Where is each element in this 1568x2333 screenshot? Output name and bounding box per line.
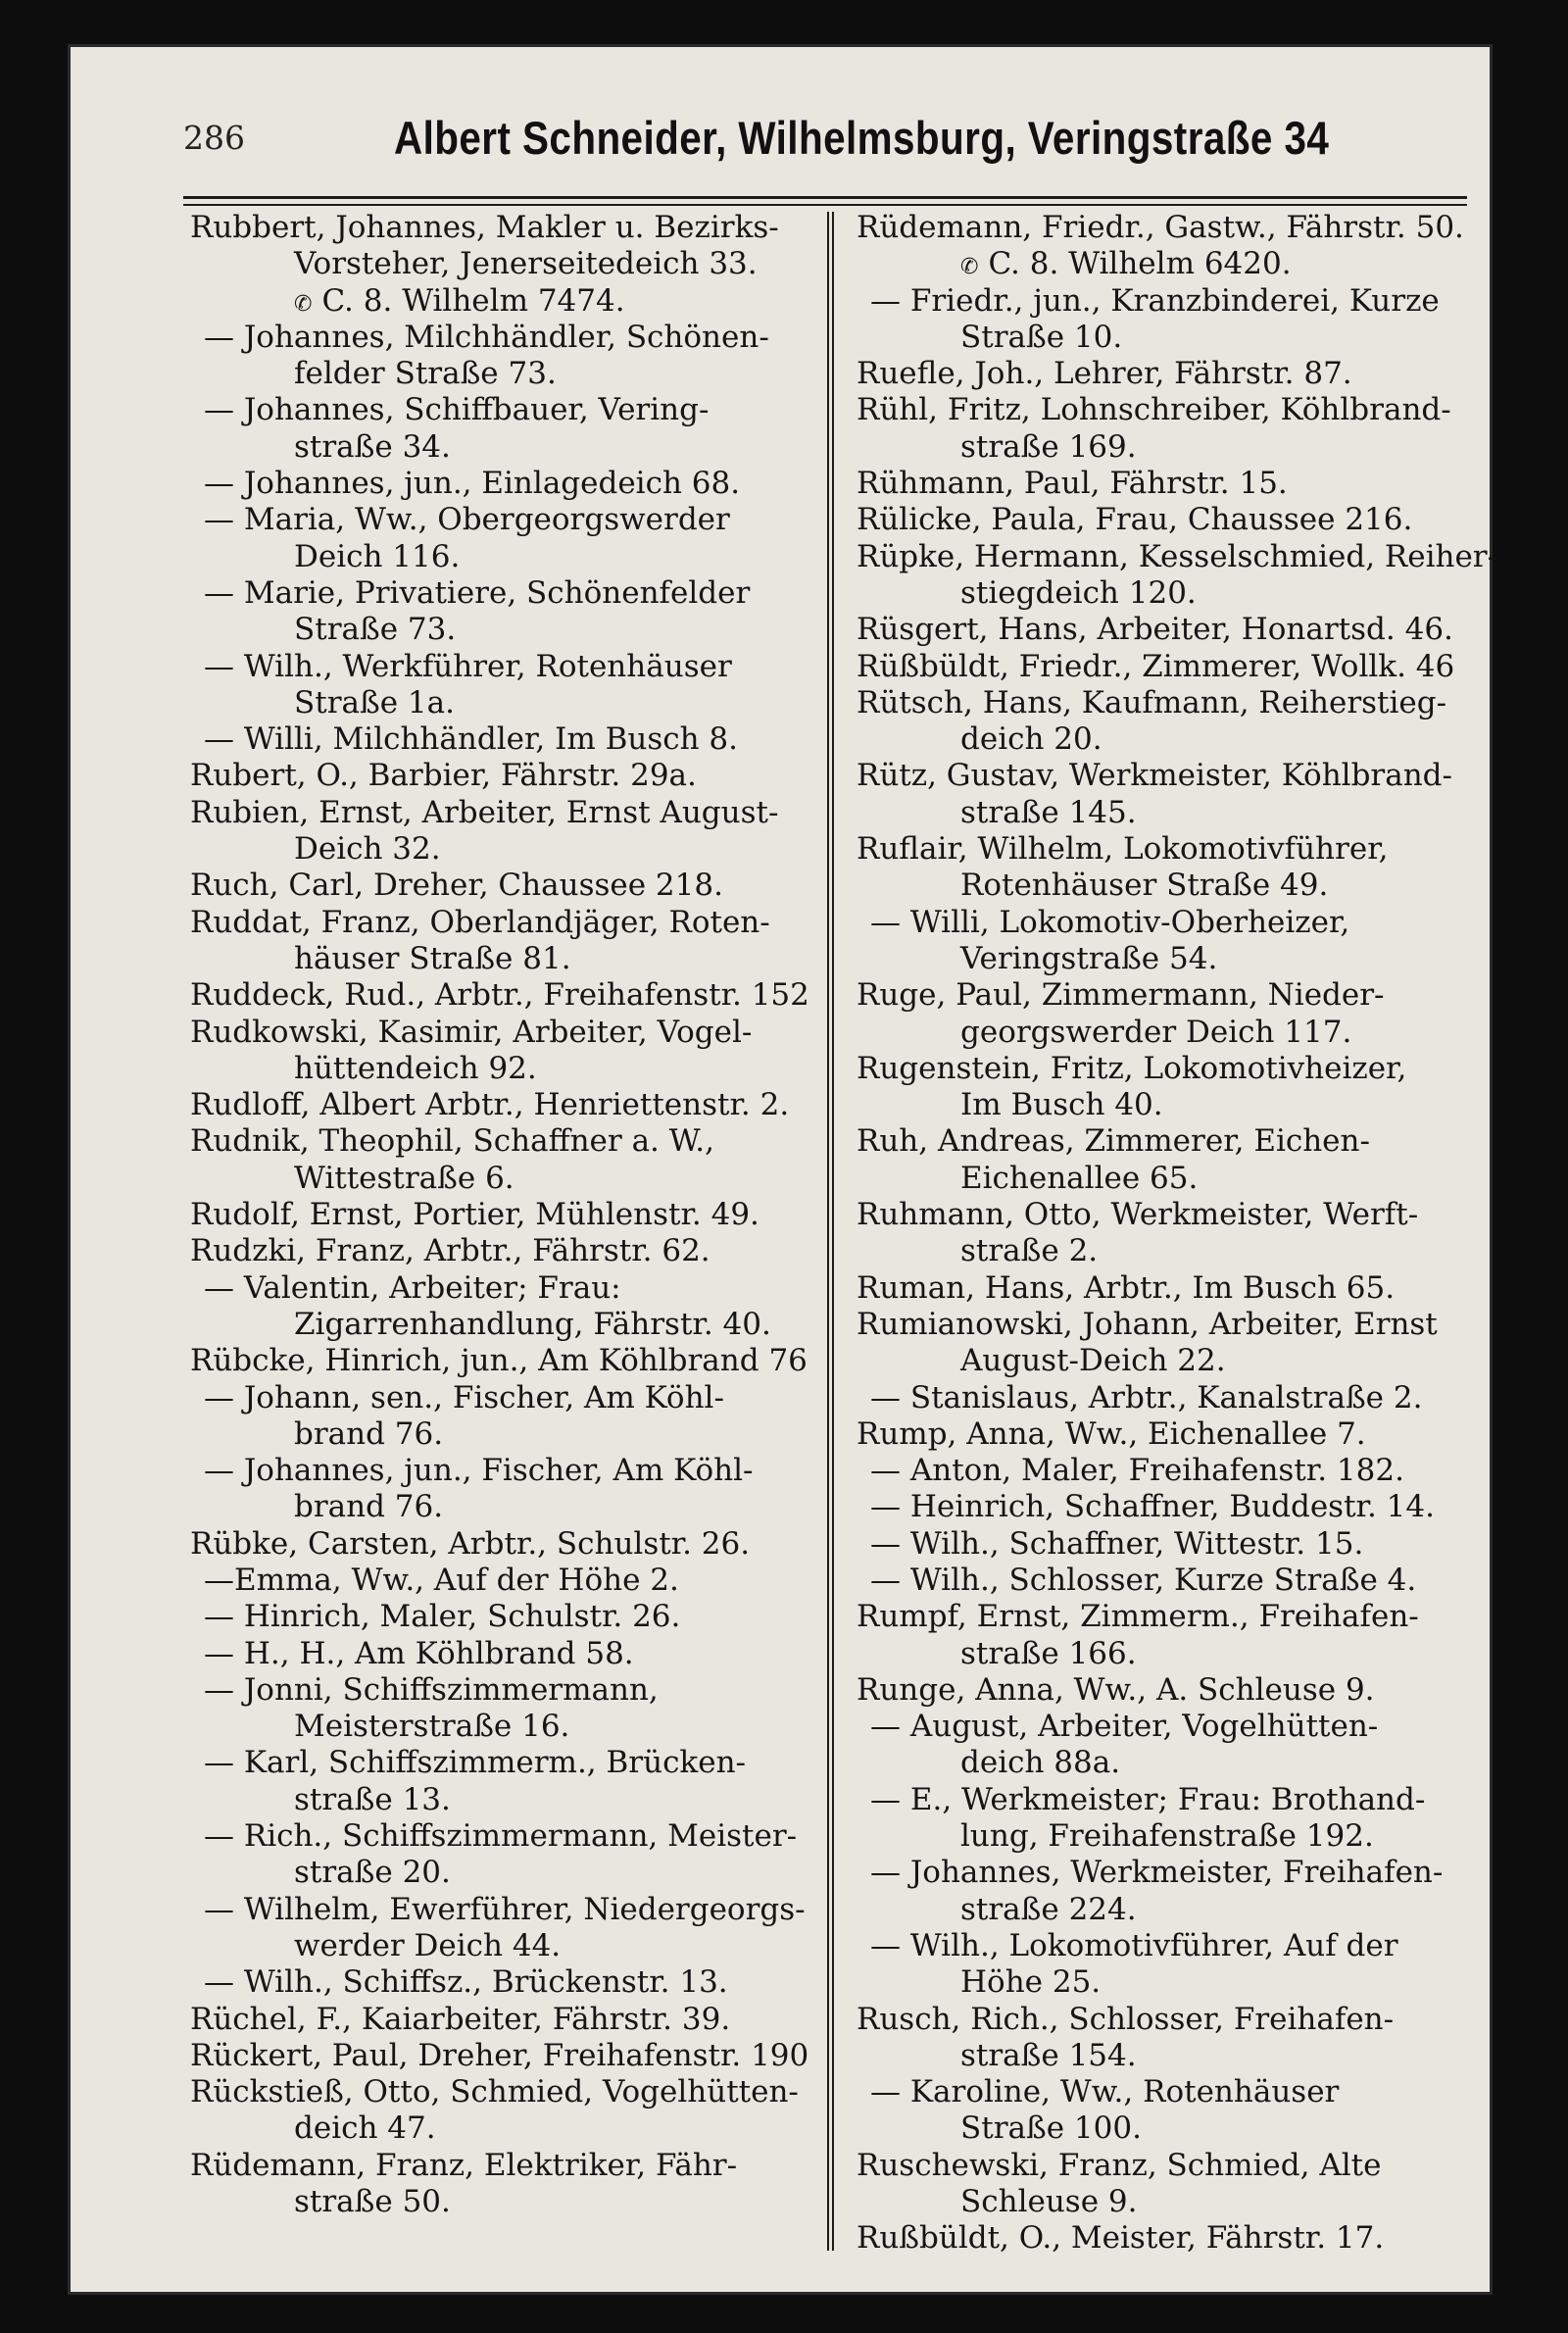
directory-entry-line [190, 1123, 817, 1160]
entry-text: Ruflair, Wilhelm, Lokomotivführer, [857, 831, 1389, 868]
entry-text: Rubbert, Johannes, Makler u. Bezirks- [190, 210, 779, 245]
entry-continuation-line [857, 1892, 1484, 1928]
directory-entry-line [857, 356, 1484, 392]
entry-text: — Stanislaus, Arbtr., Kanalstraße 2. [870, 1379, 1423, 1415]
entry-text: Wittestraße 6. [294, 1160, 514, 1196]
directory-entry-line [857, 2148, 1484, 2184]
directory-entry-line [857, 758, 1484, 794]
entry-continuation-line [857, 941, 1484, 977]
header-rule-thick [183, 196, 1467, 199]
entry-text: häuser Straße 81. [294, 940, 571, 976]
entry-text: Höhe 25. [960, 1964, 1102, 2001]
entry-continuation-line [857, 795, 1484, 831]
directory-entry-line [190, 1087, 817, 1123]
directory-entry-line [190, 1818, 817, 1855]
directory-entry-line [190, 2038, 817, 2074]
entry-text: brand 76. [294, 1415, 444, 1452]
left-column [190, 210, 817, 2220]
entry-text: — Johann, sen., Fischer, Am Köhl- [204, 1379, 724, 1415]
entry-text: — Karoline, Ww., Rotenhäuser [870, 2074, 1340, 2110]
directory-entry-line [190, 2002, 817, 2038]
entry-continuation-line [190, 1161, 817, 1197]
entry-text: — Willi, Milchhändler, Im Busch 8. [204, 721, 738, 758]
entry-continuation-line [190, 685, 817, 721]
entry-text: — E., Werkmeister; Frau: Brothand- [870, 1781, 1426, 1817]
directory-entry-line [857, 1123, 1484, 1160]
entry-text: Rudzki, Franz, Arbtr., Fährstr. 62. [190, 1233, 710, 1269]
directory-entry-line [190, 320, 817, 356]
entry-text: Rüpke, Hermann, Kesselschmied, Reiher- [857, 538, 1498, 574]
directory-page [71, 47, 1498, 2292]
entry-continuation-line [857, 1343, 1484, 1379]
entry-text: Runge, Anna, Ww., A. Schleuse 9. [857, 1671, 1375, 1708]
entry-text: Rudolf, Ernst, Portier, Mühlenstr. 49. [190, 1197, 760, 1233]
entry-text: Rühl, Fritz, Lohnschreiber, Köhlbrand- [857, 392, 1451, 428]
entry-text: werder Deich 44. [294, 1927, 562, 1963]
entry-text: — Johannes, jun., Fischer, Am Köhl- [204, 1453, 754, 1489]
entry-text: straße 20. [294, 1855, 451, 1891]
entry-text: deich 20. [960, 721, 1102, 758]
entry-text: — Wilh., Schaffner, Wittestr. 15. [870, 1525, 1364, 1562]
entry-text: — Wilh., Werkführer, Rotenhäuser [204, 648, 732, 684]
directory-entry-line [190, 758, 817, 794]
entry-text: Rumpf, Ernst, Zimmerm., Freihafen- [857, 1599, 1419, 1635]
entry-continuation-line [190, 539, 817, 575]
entry-text: Rudloff, Albert Arbtr., Henriettenstr. 2. [190, 1087, 790, 1123]
header-rule-thin [183, 204, 1467, 206]
entry-continuation-line [190, 1782, 817, 1818]
entry-text: Rückert, Paul, Dreher, Freihafenstr. 190 [190, 2037, 809, 2073]
directory-entry-line [857, 502, 1484, 538]
entry-text: straße 50. [294, 2184, 451, 2220]
directory-entry-line [190, 1964, 817, 2001]
directory-entry-line [857, 2074, 1484, 2110]
directory-entry-line [190, 1526, 817, 1563]
directory-entry-line [190, 868, 817, 904]
entry-text: straße 154. [960, 2037, 1137, 2073]
entry-text: straße 34. [294, 428, 451, 465]
entry-text: Rühmann, Paul, Fährstr. 15. [857, 466, 1288, 502]
entry-continuation-line [190, 356, 817, 392]
entry-text: straße 13. [294, 1781, 451, 1817]
entry-text: Rudnik, Theophil, Schaffner a. W., [190, 1123, 714, 1160]
entry-text: Schleuse 9. [960, 2184, 1138, 2220]
entry-text: — Hinrich, Maler, Schulstr. 26. [204, 1599, 681, 1635]
entry-text: Ruch, Carl, Dreher, Chaussee 218. [190, 868, 723, 904]
entry-continuation-line [190, 831, 817, 868]
directory-entry-line [190, 649, 817, 685]
entry-text: Rotenhäuser Straße 49. [960, 868, 1329, 904]
entry-text: Rumianowski, Johann, Arbeiter, Ernst [857, 1306, 1438, 1342]
directory-entry-line [190, 1892, 817, 1928]
entry-text: straße 166. [960, 1635, 1137, 1671]
entry-continuation-line [190, 1416, 817, 1453]
entry-text: August-Deich 22. [960, 1343, 1226, 1379]
entry-continuation-line [190, 2110, 817, 2147]
entry-text: Veringstraße 54. [960, 940, 1218, 976]
entry-continuation-line [857, 1818, 1484, 1855]
entry-text: — Wilh., Schiffsz., Brückenstr. 13. [204, 1964, 728, 2001]
directory-entry-line [857, 2002, 1484, 2038]
directory-entry-line [190, 905, 817, 941]
entry-text: — Wilh., Lokomotivführer, Auf der [870, 1927, 1398, 1963]
entry-continuation-line [857, 1745, 1484, 1781]
directory-entry-line [190, 1343, 817, 1379]
running-header-title: Albert Schneider, Wilhelmsburg, Veringstraße 34 [394, 112, 1330, 164]
directory-entry-line [190, 795, 817, 831]
directory-entry-line [857, 466, 1484, 502]
directory-entry-line [190, 575, 817, 612]
directory-entry-line [857, 1782, 1484, 1818]
entry-text: Straße 10. [960, 319, 1123, 355]
entry-text: — Wilh., Schlosser, Kurze Straße 4. [870, 1562, 1417, 1598]
directory-entry-line [857, 1855, 1484, 1891]
directory-entry-line [190, 2074, 817, 2110]
directory-entry-line [190, 2148, 817, 2184]
entry-continuation-line [190, 1489, 817, 1525]
entry-text: — Karl, Schiffszimmerm., Brücken- [204, 1745, 747, 1781]
entry-text: Rubien, Ernst, Arbeiter, Ernst August- [190, 794, 779, 830]
entry-text: Rugenstein, Fritz, Lokomotivheizer, [857, 1050, 1407, 1086]
telephone-icon: ✆ [960, 255, 979, 280]
entry-text: Rusch, Rich., Schlosser, Freihafen- [857, 2001, 1395, 2037]
entry-continuation-line [190, 1855, 817, 1891]
entry-text: Vorsteher, Jenerseitedeich 33. [294, 246, 758, 282]
entry-text: C. 8. Wilhelm 6420. [988, 246, 1292, 282]
entry-text: Ruh, Andreas, Zimmerer, Eichen- [857, 1123, 1370, 1160]
directory-entry-line [190, 392, 817, 428]
entry-text: — Johannes, Milchhändler, Schönen- [204, 319, 769, 355]
entry-text: Rubert, O., Barbier, Fährstr. 29a. [190, 758, 697, 794]
entry-text: Straße 1a. [294, 684, 455, 720]
entry-text: hüttendeich 92. [294, 1050, 537, 1086]
entry-text: Rump, Anna, Ww., Eichenallee 7. [857, 1415, 1366, 1452]
directory-entry-line [190, 1599, 817, 1635]
entry-text: — Johannes, Werkmeister, Freihafen- [870, 1855, 1444, 1891]
directory-entry-line [190, 1197, 817, 1233]
entry-text: Rütz, Gustav, Werkmeister, Köhlbrand- [857, 758, 1452, 794]
entry-text: Rübcke, Hinrich, jun., Am Köhlbrand 76 [190, 1343, 808, 1379]
column-divider [827, 212, 834, 2251]
directory-entry-line [857, 2220, 1484, 2257]
entry-text: straße 224. [960, 1891, 1137, 1927]
entry-text: Rüdemann, Friedr., Gastw., Fährstr. 50. [857, 210, 1464, 245]
entry-text: — Willi, Lokomotiv-Oberheizer, [870, 904, 1350, 940]
directory-entry-line [857, 283, 1484, 320]
entry-text: — Marie, Privatiere, Schönenfelder [204, 574, 751, 611]
entry-continuation-line [190, 1051, 817, 1087]
directory-entry-line [190, 1453, 817, 1489]
entry-continuation-line [857, 320, 1484, 356]
directory-entry-line [190, 1233, 817, 1269]
directory-entry-line [857, 649, 1484, 685]
entry-continuation-line [857, 429, 1484, 466]
entry-continuation-line [857, 2038, 1484, 2074]
directory-entry-line [190, 466, 817, 502]
entry-continuation-line [190, 941, 817, 977]
directory-entry-line [857, 1489, 1484, 1525]
entry-text: C. 8. Wilhelm 7474. [321, 282, 625, 319]
entry-text: Straße 100. [960, 2110, 1142, 2147]
entry-continuation-line [190, 612, 817, 648]
entry-text: — Anton, Maler, Freihafenstr. 182. [870, 1453, 1404, 1489]
directory-entry-line [190, 502, 817, 538]
entry-text: straße 145. [960, 794, 1137, 830]
entry-continuation-line [190, 2184, 817, 2220]
entry-continuation-line [857, 1964, 1484, 2001]
entry-text: georgswerder Deich 117. [960, 1014, 1352, 1050]
directory-entry-line [857, 210, 1484, 246]
directory-entry-line [190, 1563, 817, 1599]
entry-text: felder Straße 73. [294, 356, 557, 392]
entry-continuation-line [857, 1015, 1484, 1051]
entry-text: — H., H., Am Köhlbrand 58. [204, 1635, 634, 1671]
entry-text: Rußbüldt, O., Meister, Fährstr. 17. [857, 2220, 1385, 2257]
entry-text: Ruddat, Franz, Oberlandjäger, Roten- [190, 904, 770, 940]
entry-text: Im Busch 40. [960, 1087, 1163, 1123]
entry-text: Ruefle, Joh., Lehrer, Fährstr. 87. [857, 356, 1352, 392]
directory-entry-line [857, 1453, 1484, 1489]
entry-continuation-line [857, 1161, 1484, 1197]
right-column [857, 210, 1498, 2258]
telephone-icon: ✆ [294, 291, 313, 317]
entry-text: — Johannes, Schiffbauer, Vering- [204, 392, 710, 428]
entry-text: Ruman, Hans, Arbtr., Im Busch 65. [857, 1269, 1396, 1306]
directory-entry-line [857, 905, 1484, 941]
entry-text: — Jonni, Schiffszimmermann, [204, 1671, 659, 1708]
directory-entry-line [857, 1526, 1484, 1563]
entry-text: straße 169. [960, 428, 1137, 465]
entry-text: — Valentin, Arbeiter; Frau: [204, 1269, 621, 1306]
entry-text: brand 76. [294, 1489, 444, 1525]
directory-entry-line [190, 1015, 817, 1051]
entry-text: Eichenallee 65. [960, 1160, 1199, 1196]
directory-entry-line [857, 1928, 1484, 1964]
directory-entry-line [857, 1416, 1484, 1453]
page-number: 286 [183, 119, 245, 157]
entry-text: straße 2. [960, 1233, 1099, 1269]
entry-text: —Emma, Ww., Auf der Höhe 2. [204, 1562, 679, 1598]
entry-text: lung, Freihafenstraße 192. [960, 1818, 1374, 1855]
entry-continuation-line [857, 575, 1484, 612]
directory-entry-line [857, 1270, 1484, 1307]
directory-entry-line [857, 1672, 1484, 1709]
entry-text: — Maria, Ww., Obergeorgswerder [204, 502, 730, 538]
entry-text: — Johannes, jun., Einlagedeich 68. [204, 466, 741, 502]
directory-entry-line [190, 210, 817, 246]
entry-continuation-line [857, 868, 1484, 904]
entry-text: Rudkowski, Kasimir, Arbeiter, Vogel- [190, 1014, 753, 1050]
entry-continuation-line [857, 1636, 1484, 1672]
entry-continuation-line [190, 283, 817, 320]
entry-text: — August, Arbeiter, Vogelhütten- [870, 1709, 1379, 1745]
entry-text: stiegdeich 120. [960, 574, 1197, 611]
entry-continuation-line [857, 2110, 1484, 2147]
entry-text: — Friedr., jun., Kranzbinderei, Kurze [870, 282, 1440, 319]
entry-continuation-line [857, 721, 1484, 758]
entry-continuation-line [857, 1087, 1484, 1123]
directory-entry-line [857, 1380, 1484, 1416]
directory-entry-line [857, 538, 1498, 575]
entry-continuation-line [190, 429, 817, 466]
entry-continuation-line [857, 246, 1484, 282]
directory-entry-line [857, 1563, 1484, 1599]
entry-text: Rülicke, Paula, Frau, Chaussee 216. [857, 502, 1413, 538]
directory-entry-line [190, 1672, 817, 1709]
entry-text: Ruddeck, Rud., Arbtr., Freihafenstr. 152 [190, 977, 809, 1014]
directory-entry-line [190, 1380, 817, 1416]
directory-entry-line [190, 1636, 817, 1672]
directory-entry-line [857, 1197, 1484, 1233]
directory-entry-line [190, 1745, 817, 1781]
directory-entry-line [857, 977, 1484, 1014]
entry-text: — Rich., Schiffszimmermann, Meister- [204, 1818, 798, 1855]
entry-continuation-line [190, 1307, 817, 1343]
entry-text: Ruge, Paul, Zimmermann, Nieder- [857, 977, 1385, 1014]
entry-continuation-line [857, 2184, 1484, 2220]
entry-text: Straße 73. [294, 612, 457, 648]
directory-entry-line [190, 721, 817, 758]
directory-entry-line [857, 392, 1484, 428]
entry-text: deich 88a. [960, 1745, 1121, 1781]
entry-continuation-line [190, 1709, 817, 1745]
entry-continuation-line [190, 1928, 817, 1964]
directory-entry-line [190, 977, 817, 1014]
directory-entry-line [857, 1709, 1484, 1745]
entry-text: Rüchel, F., Kaiarbeiter, Fährstr. 39. [190, 2001, 731, 2037]
directory-entry-line [857, 1599, 1484, 1635]
entry-text: Meisterstraße 16. [294, 1709, 570, 1745]
entry-text: — Wilhelm, Ewerführer, Niedergeorgs- [204, 1891, 806, 1927]
directory-entry-line [857, 1307, 1484, 1343]
entry-text: Ruhmann, Otto, Werkmeister, Werft- [857, 1197, 1419, 1233]
entry-text: Rübke, Carsten, Arbtr., Schulstr. 26. [190, 1525, 751, 1562]
directory-entry-line [190, 1270, 817, 1307]
entry-text: Rüdemann, Franz, Elektriker, Fähr- [190, 2147, 738, 2183]
entry-text: Deich 116. [294, 538, 461, 574]
entry-text: Rüsgert, Hans, Arbeiter, Honartsd. 46. [857, 612, 1453, 648]
entry-text: Deich 32. [294, 831, 441, 868]
directory-entry-line [857, 612, 1484, 648]
directory-entry-line [857, 1051, 1484, 1087]
entry-continuation-line [857, 1233, 1484, 1269]
entry-text: Ruschewski, Franz, Schmied, Alte [857, 2147, 1382, 2183]
entry-text: deich 47. [294, 2110, 436, 2147]
directory-entry-line [857, 831, 1484, 868]
page-header [71, 101, 1490, 179]
directory-entry-line [857, 685, 1484, 721]
entry-text: — Heinrich, Schaffner, Buddestr. 14. [870, 1489, 1435, 1525]
entry-continuation-line [190, 246, 817, 282]
entry-text: Rüßbüldt, Friedr., Zimmerer, Wollk. 46 [857, 648, 1455, 684]
entry-text: Rückstieß, Otto, Schmied, Vogelhütten- [190, 2074, 799, 2110]
entry-text: Zigarrenhandlung, Fährstr. 40. [294, 1306, 771, 1342]
entry-text: Rütsch, Hans, Kaufmann, Reiherstieg- [857, 684, 1447, 720]
